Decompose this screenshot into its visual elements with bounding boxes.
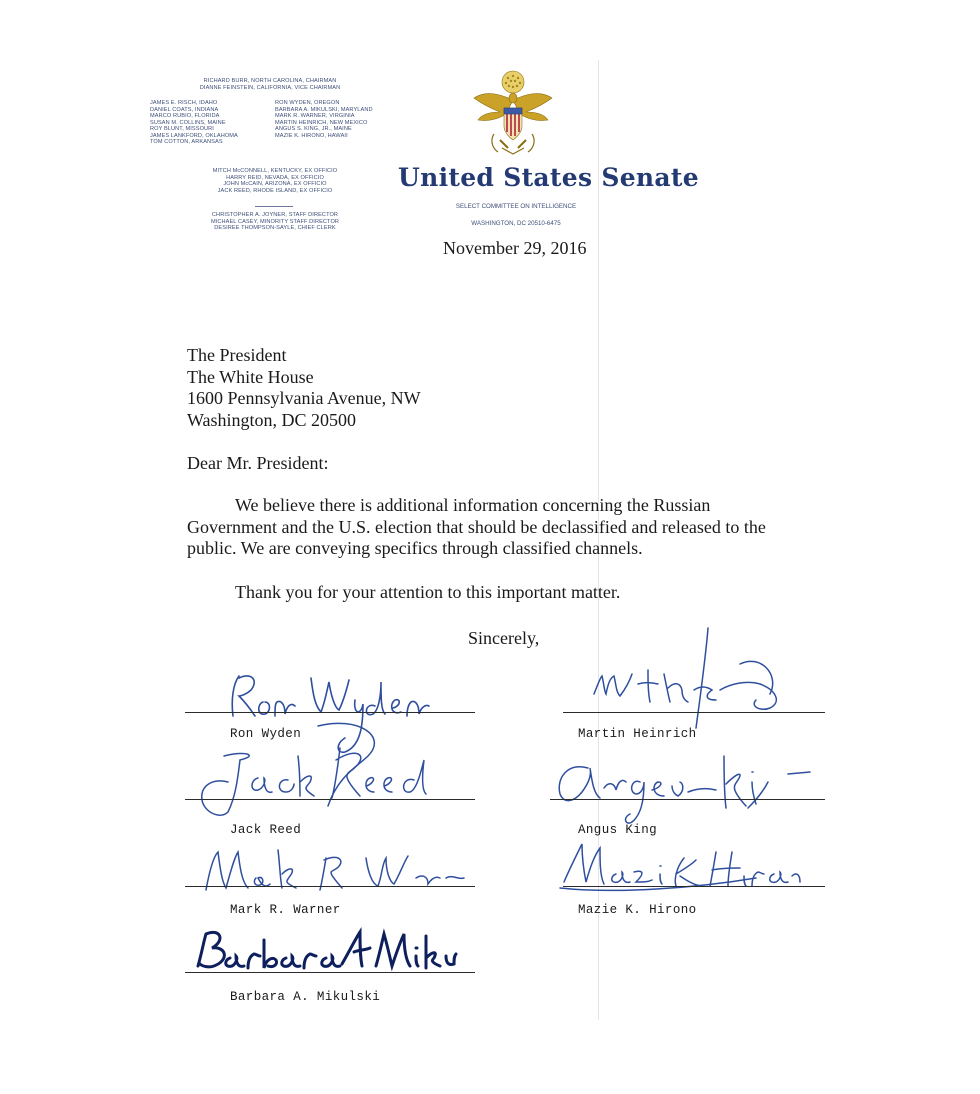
address-line: The President [187, 345, 287, 365]
signature-line [185, 972, 475, 973]
signature-mazie-k-hirono [556, 838, 806, 900]
roster-line: MICHAEL CASEY, MINORITY STAFF DIRECTOR [210, 218, 340, 225]
roster-line: ROY BLUNT, MISSOURI [150, 126, 214, 132]
roster-line: JOHN McCAIN, ARIZONA, EX OFFICIO [223, 181, 327, 187]
signature-barbara-a-mikulski [190, 920, 465, 978]
closing-note: Thank you for your attention to this important matter. [235, 582, 621, 602]
signatory-name: Ron Wyden [230, 727, 302, 741]
roster-line: DANIEL COATS, INDIANA [150, 106, 219, 113]
closing-sincerely: Sincerely, [468, 628, 540, 648]
signatory-name: Mark R. Warner [230, 903, 341, 917]
great-seal-icon [470, 68, 556, 158]
roster-line: HARRY REID, NEVADA, EX OFFICIO [226, 174, 324, 181]
letterhead-members-right [275, 100, 373, 139]
address-line: 1600 Pennsylvania Avenue, NW [187, 388, 421, 409]
signature-line [563, 712, 825, 713]
roster-line: MARCO RUBIO, FLORIDA [150, 113, 220, 119]
body-paragraph [187, 495, 766, 560]
roster-line: DIANNE FEINSTEIN, CALIFORNIA, VICE CHAIRMAN [199, 84, 341, 91]
signature-line [563, 886, 825, 887]
roster-line: MITCH McCONNELL, KENTUCKY, EX OFFICIO [212, 168, 338, 174]
signature-line [185, 886, 475, 887]
signature-line [185, 712, 475, 713]
letterhead-ex-officio [180, 168, 370, 194]
letterhead-staff [180, 212, 370, 232]
body-line: We believe there is additional information concerning the Russian [235, 495, 711, 515]
signature-line [185, 799, 475, 800]
roster-line: MARK R. WARNER, VIRGINIA [275, 113, 355, 119]
roster-line: JAMES LANKFORD, OKLAHOMA [150, 132, 238, 139]
signature-mark-r-warner [196, 838, 476, 898]
signatory-name: Angus King [578, 823, 658, 837]
roster-line: BARBARA A. MIKULSKI, MARYLAND [275, 106, 373, 113]
roster-line: ANGUS S. KING, JR., MAINE [275, 126, 352, 132]
committee-name: SELECT COMMITTEE ON INTELLIGENCE [455, 203, 577, 210]
letterhead-leadership [175, 78, 365, 91]
signatory-name: Mazie K. Hirono [578, 903, 697, 917]
signatory-name: Barbara A. Mikulski [230, 990, 381, 1004]
roster-line: SUSAN M. COLLINS, MAINE [150, 119, 226, 126]
committee-address: WASHINGTON, DC 20510-6475 [471, 220, 561, 227]
body-line: public. We are conveying specifics through classified channels. [187, 538, 643, 559]
roster-line: CHRISTOPHER A. JOYNER, STAFF DIRECTOR [211, 212, 339, 218]
roster-line: JAMES E. RISCH, IDAHO [150, 100, 218, 106]
address-line: The White House [187, 366, 314, 387]
signature-angus-king [548, 738, 818, 830]
salutation: Dear Mr. President: [187, 453, 329, 473]
signature-martin-heinrich [570, 624, 800, 734]
signature-jack-reed [188, 716, 448, 826]
signatory-name: Jack Reed [230, 823, 302, 837]
senate-letterhead-title: United States Senate [398, 163, 699, 192]
roster-line: MAZIE K. HIRONO, HAWAII [275, 132, 348, 139]
letter-date: November 29, 2016 [443, 238, 587, 258]
roster-line: MARTIN HEINRICH, NEW MEXICO [275, 119, 368, 126]
address-line: Washington, DC 20500 [187, 410, 357, 431]
letterhead-members-left [150, 100, 238, 146]
recipient-address [187, 345, 421, 432]
roster-line: RON WYDEN, OREGON [275, 100, 340, 106]
roster-line: JACK REED, RHODE ISLAND, EX OFFICIO [217, 187, 333, 194]
signature-line [550, 799, 825, 800]
roster-line: DESIREE THOMPSON-SAYLE, CHIEF CLERK [214, 225, 336, 231]
roster-line: TOM COTTON, ARKANSAS [150, 139, 223, 145]
letterhead-divider [255, 206, 293, 207]
roster-line: RICHARD BURR, NORTH CAROLINA, CHAIRMAN [203, 78, 337, 84]
signatory-name: Martin Heinrich [578, 727, 697, 741]
body-line: Government and the U.S. election that should be declassified and released to the [187, 516, 766, 537]
